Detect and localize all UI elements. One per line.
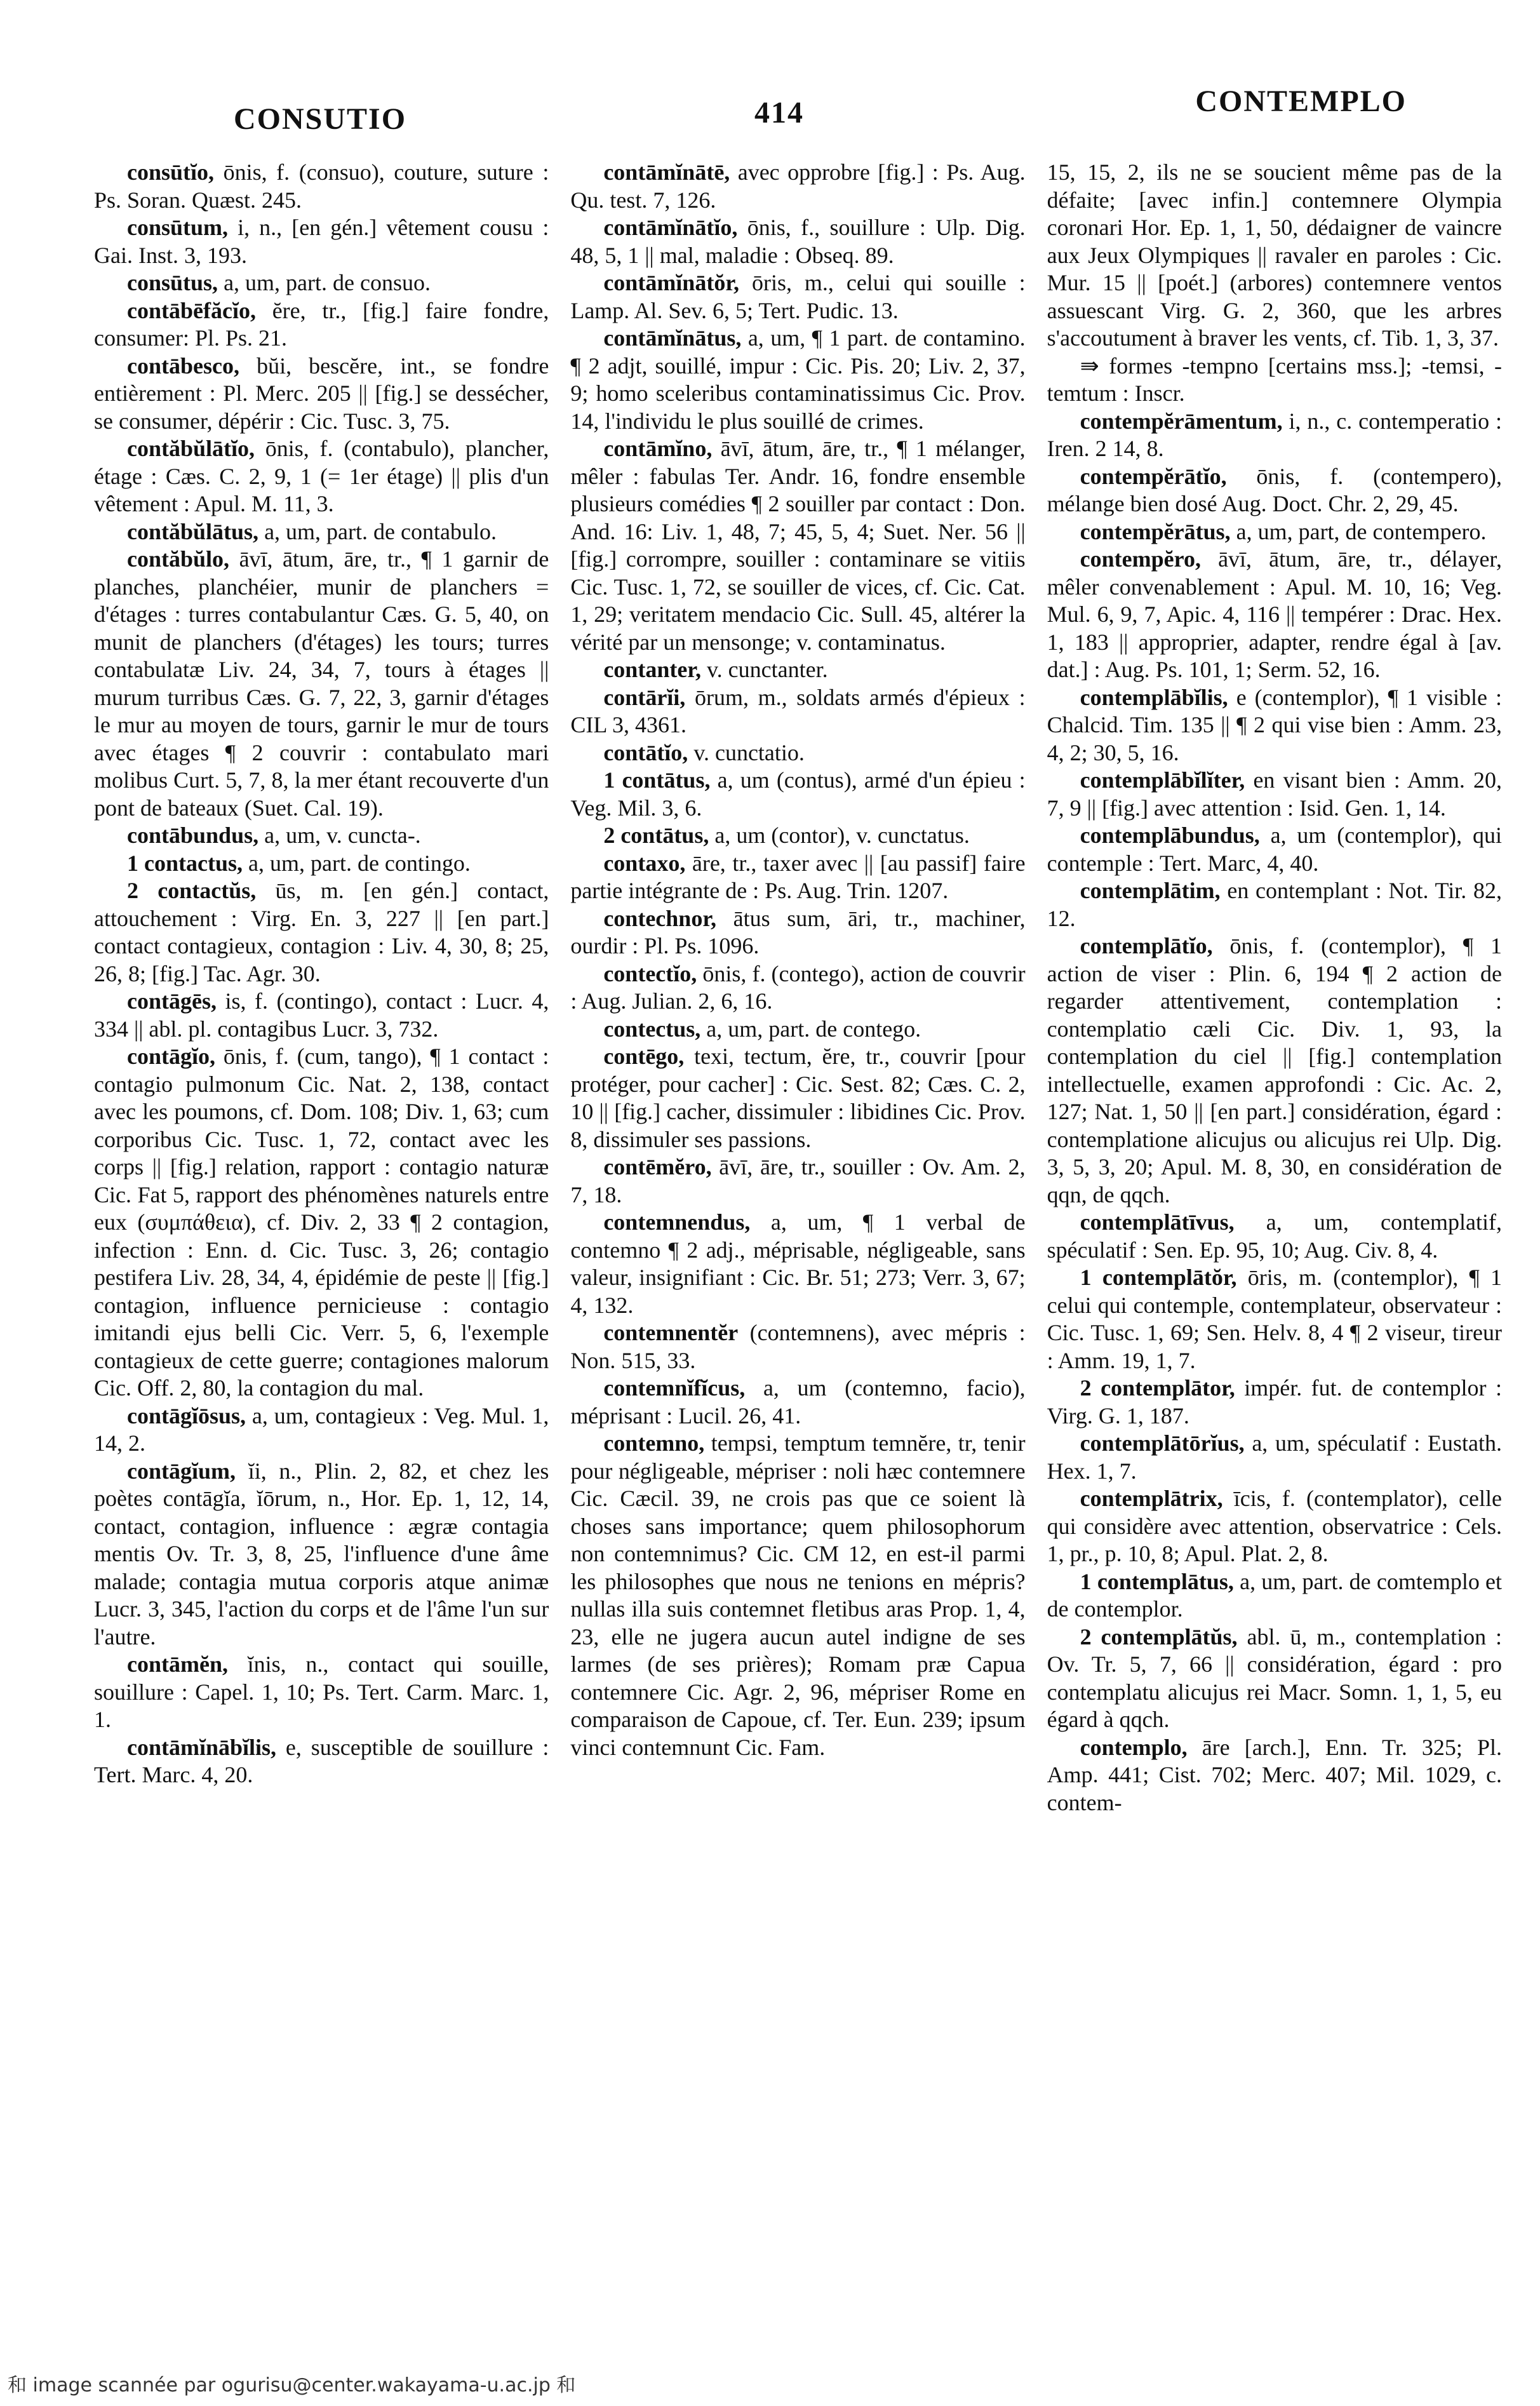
entry-text: avec opprobre [fig.] : Ps. Aug. Qu. test. 7, 126. (570, 159, 1026, 213)
entry-text: ĭi, n., Plin. 2, 82, et chez les poètes contāgĭa, ĭōrum, n., Hor. Ep. 1, 12, 14, contact, contagion, influence : ægræ contagia mentis Ov. Tr. 3, 8, 25, l'influence d'une âme malade; contagia mutua corporis atque animæ Lucr. 3, 345, l'action du corps et de l'âme l'un sur l'autre. (94, 1458, 549, 1650)
dictionary-entry (570, 960, 1025, 1016)
dictionary-entry (1047, 822, 1502, 877)
dictionary-entry (570, 684, 1025, 739)
entry-text: āvī, ātum, āre, tr., ¶ 1 garnir de planches, planchéier, munir de planchers = d'étages : turres contabulantur Cæs. G. 5, 40, on munit de planchers (d'étages) les tours; turres contabulatæ Liv. 24, 34, 7, tours à étages || murum turribus Cæs. G. 7, 22, 3, garnir d'étages le mur au moyen de tours, garnir le mur de tours avec étages ¶ 2 couvrir : contabulato mari molibus Curt. 5, 7, 8, la mer étant recouverte d'un pont de bateaux (Suet. Cal. 19). (94, 546, 549, 821)
dictionary-entry (570, 269, 1025, 325)
entry-text: impér. fut. de contemplor : Virg. G. 1, 187. (1047, 1375, 1502, 1428)
dictionary-entry (94, 822, 549, 850)
dictionary-entry (570, 1319, 1025, 1374)
entry-text: ōris, m., celui qui souille : Lamp. Al. Sev. 6, 5; Tert. Pudic. 13. (570, 270, 1026, 323)
entry-text: a, um, ¶ 1 part. de contamino. ¶ 2 adjt, souillé, impur : Cic. Pis. 20; Liv. 2, 37, 9; homo sceleribus contaminatissimus Cic. Prov. 14, l'individu le plus souillé de crimes. (570, 325, 1026, 434)
entry-text: āvī, ātum, āre, tr., ¶ 1 mélanger, mêler : fabulas Ter. Andr. 16, fondre ensemble plusieurs comédies ¶ 2 souiller par contact : Don. And. 16: Liv. 1, 48, 7; 45, 5, 4; Suet. Ner. 56 || [fig.] corrompre, souiller : contaminare se vitiis Cic. Tusc. 1, 72, se souiller de vices, cf. Cic. Cat. 1, 29; veritatem mendacio Cic. Sull. 45, altérer la vérité par un mensonge; v. contaminatus. (570, 436, 1026, 655)
dictionary-entry (570, 325, 1025, 435)
entry-headword: contanter, (603, 657, 701, 682)
dictionary-entry (1047, 159, 1502, 353)
text-columns (94, 159, 1502, 2382)
dictionary-entry (1047, 1485, 1502, 1568)
entry-text: ōnis, f. (contemplor), ¶ 1 action de viser : Plin. 6, 194 ¶ 2 action de regarder attentivement, contemplation : contemplatio cæli Cic. Div. 1, 93, la contemplation du ciel || [fig.] contemplation intellectuelle, examen approfondi : Cic. Ac. 2, 127; Nat. 1, 50 || [en part.] considération, égard : contemplatione alicujus ou alicujus rei Ulp. Dig. 3, 5, 3, 20; Apul. M. 8, 30, en considération de qqn, de qqch. (1047, 933, 1502, 1207)
entry-text: ōrum, m., soldats armés d'épieux : CIL 3, 4361. (570, 684, 1026, 737)
dictionary-entry (1047, 1568, 1502, 1623)
entry-text: is, f. (contingo), contact : Lucr. 4, 334 || abl. pl. contagibus Lucr. 3, 732. (94, 988, 549, 1042)
entry-headword: contempĕrāmentum, (1080, 408, 1283, 434)
entry-text: āre [arch.], Enn. Tr. 325; Pl. Amp. 441; Cist. 702; Merc. 407; Mil. 1029, c. contem- (1047, 1734, 1502, 1815)
entry-text: i, n., c. contemperatio : Iren. 2 14, 8. (1047, 408, 1502, 461)
entry-text: a, um, contagieux : Veg. Mul. 1, 14, 2. (94, 1402, 549, 1456)
entry-headword: contaxo, (603, 850, 686, 876)
entry-text: ūs, m. [en gén.] contact, attouchement : Virg. En. 3, 227 || [en part.] contact contagieux, contagion : Liv. 4, 30, 8; 25, 26, 8; [fig.] Tac. Agr. 30. (94, 878, 549, 986)
entry-headword: contāmĭnābĭlis, (127, 1734, 277, 1760)
entry-text: a, um, part. de consuo. (224, 270, 431, 295)
dictionary-entry (570, 905, 1025, 960)
entry-headword: contemplātĭo, (1080, 933, 1213, 958)
entry-text: a, um, spéculatif : Eustath. Hex. 1, 7. (1047, 1430, 1502, 1484)
entry-headword: 2 contemplātŭs, (1080, 1623, 1238, 1650)
dictionary-entry (94, 518, 549, 546)
dictionary-entry (570, 435, 1025, 656)
entry-headword: 1 contemplātŏr, (1080, 1265, 1237, 1290)
entry-headword: contechnor, (603, 905, 716, 931)
entry-text: a, um (contemno, facio), méprisant : Lucil. 26, 41. (570, 1375, 1026, 1428)
entry-headword: contāmĭnātē, (603, 159, 730, 185)
dictionary-entry (94, 877, 549, 988)
entry-text: a, um, part. de contabulo. (264, 518, 497, 544)
entry-text: a, um, contemplatif, spéculatif : Sen. Ep. 95, 10; Aug. Civ. 8, 4. (1047, 1209, 1502, 1263)
entry-headword: contemplo, (1080, 1734, 1188, 1760)
entry-headword: contāmĭnātĭo, (603, 215, 738, 240)
dictionary-entry (1047, 1209, 1502, 1264)
entry-headword: contemnĭfĭcus, (603, 1375, 746, 1401)
entry-headword: contempĕro, (1080, 546, 1201, 572)
entry-headword: contāgēs, (127, 988, 217, 1014)
entry-text: en visant bien : Amm. 20, 7, 9 || [fig.] avec attention : Isid. Gen. 1, 14. (1047, 767, 1502, 821)
entry-headword: contēmĕro, (603, 1154, 712, 1179)
entry-headword: contemplātīvus, (1080, 1209, 1235, 1235)
entry-headword: contemplātrix, (1080, 1486, 1223, 1511)
dictionary-entry (94, 435, 549, 518)
entry-headword: contempĕrātĭo, (1080, 463, 1227, 489)
dictionary-entry (570, 656, 1025, 684)
dictionary-entry (1047, 408, 1502, 463)
entry-text: a, um (contemplor), qui contemple : Tert. Marc, 4, 40. (1047, 823, 1502, 876)
entry-headword: 1 contemplātus, (1080, 1568, 1234, 1594)
dictionary-entry (1047, 877, 1502, 932)
dictionary-entry (1047, 353, 1502, 408)
entry-text: ĭnis, n., contact qui souille, souillure : Capel. 1, 10; Ps. Tert. Carm. Marc. 1, 1. (94, 1651, 549, 1732)
dictionary-entry (570, 1374, 1025, 1430)
entry-headword: consūtus, (127, 270, 218, 295)
entry-headword: contemnendus, (603, 1209, 751, 1235)
entry-text: a, um, v. cuncta-. (264, 823, 421, 848)
dictionary-entry (570, 1016, 1025, 1044)
entry-headword: contābēfăcĭo, (127, 297, 256, 323)
dictionary-entry (94, 988, 549, 1043)
dictionary-entry (1047, 1430, 1502, 1485)
dictionary-entry (1047, 518, 1502, 546)
dictionary-entry (94, 850, 549, 878)
entry-headword: contectus, (603, 1016, 701, 1042)
entry-headword: contāgĭo, (127, 1044, 215, 1069)
entry-headword: contempĕrātus, (1080, 518, 1231, 544)
entry-text: tempsi, temptum temnĕre, tr, tenir pour négligeable, mépriser : noli hæc contemnere Cic. Cæcil. 39, ne crois pas que ce soient là choses sans importance; quem philosophorum non contemnimus? Cic. CM 12, en est-il parmi les philosophes que nous ne tenions en mépris? nullas illa suis contemnet fletibus aras Prop. 1, 4, 23, elle ne jugera aucun autel indigne de ses larmes (de ses prières); Romam præ Capua contemnere Cic. Agr. 2, 96, mépriser Rome en comparaison de Capoue, cf. Ter. Eun. 239; ipsum vinci contemnunt Cic. Fam. (570, 1430, 1026, 1760)
column-1 (94, 159, 549, 2382)
entry-text: ōnis, f. (consuo), couture, suture : Ps. Soran. Quæst. 245. (94, 159, 549, 213)
column-3 (1047, 159, 1502, 2382)
scan-credit-footer: 和 image scannée par ogurisu@center.wakayama-u.ac.jp 和 (8, 2374, 576, 2396)
entry-headword: contăbŭlo, (127, 546, 230, 572)
entry-text: āvī, āre, tr., souiller : Ov. Am. 2, 7, 18. (570, 1154, 1026, 1207)
running-head-right: CONTEMPLO (1195, 84, 1407, 118)
entry-text: e (contemplor), ¶ 1 visible : Chalcid. Tim. 135 || ¶ 2 qui vise bien : Amm. 23, 4, 2; 30, 5, 16. (1047, 684, 1502, 765)
dictionary-entry (94, 1734, 549, 1789)
page-number: 414 (754, 96, 804, 130)
entry-headword: contātĭo, (603, 739, 688, 765)
entry-text: āvī, ātum, āre, tr., délayer, mêler convenablement : Apul. M. 10, 16; Veg. Mul. 6, 9, 7, Apic. 4, 116 || tempérer : Drac. Hex. 1, 183 || approprier, adapter, rendre égal à [av. dat.] : Aug. Ps. 101, 1; Serm. 52, 16. (1047, 546, 1502, 682)
dictionary-entry (1047, 1264, 1502, 1374)
dictionary-entry (94, 1402, 549, 1458)
dictionary-entry (94, 1651, 549, 1734)
entry-text: ōnis, f. (contego), action de couvrir : Aug. Julian. 2, 6, 16. (570, 960, 1026, 1014)
dictionary-entry (570, 1153, 1025, 1209)
running-head (94, 76, 1502, 159)
dictionary-entry (1047, 546, 1502, 684)
entry-text: ōnis, f. (cum, tango), ¶ 1 contact : contagio pulmonum Cic. Nat. 2, 138, contact avec les poumons, cf. Dom. 108; Div. 1, 63; cum corporibus Cic. Tusc. 1, 72, contact avec les corps || [fig.] relation, rapport : contagio naturæ Cic. Fat 5, rapport des phénomènes naturels entre eux (συμπάθεια), cf. Div. 2, 33 ¶ 2 contagion, infection : Enn. d. Cic. Tusc. 3, 26; contagio pestifera Liv. 28, 34, 4, épidémie de peste || [fig.] contagion, influence pernicieuse : contagio imitandi ejus belli Cic. Verr. 5, 6, l'exemple contagieux de cette guerre; contagiones malorum Cic. Off. 2, 80, la contagion du mal. (94, 1044, 549, 1401)
entry-headword: contāmĭno, (603, 436, 713, 461)
entry-headword: contāgĭōsus, (127, 1402, 246, 1428)
entry-headword: contārĭi, (603, 684, 686, 710)
dictionary-entry (570, 159, 1025, 214)
entry-headword: contāmĭnātus, (603, 325, 742, 351)
dictionary-entry (94, 159, 549, 214)
entry-text: ōnis, f. (contempero), mélange bien dosé Aug. Doct. Chr. 2, 29, 45. (1047, 463, 1502, 516)
entry-headword: contābesco, (127, 353, 239, 379)
entry-headword: contēgo, (603, 1044, 685, 1069)
dictionary-entry (570, 739, 1025, 767)
dictionary-entry (570, 767, 1025, 822)
dictionary-entry (94, 353, 549, 436)
entry-text: ātus sum, āri, tr., machiner, ourdir : Pl. Ps. 1096. (570, 905, 1026, 958)
dictionary-entry (1047, 463, 1502, 518)
dictionary-entry (94, 214, 549, 269)
entry-text: v. cunctanter. (706, 657, 828, 682)
entry-headword: contemplābundus, (1080, 823, 1260, 848)
entry-text: ōnis, f., souillure : Ulp. Dig. 48, 5, 1 || mal, maladie : Obseq. 89. (570, 215, 1026, 268)
entry-headword: contemplābĭlĭter, (1080, 767, 1245, 793)
entry-text: en contemplant : Not. Tir. 82, 12. (1047, 878, 1502, 931)
entry-text: v. cunctatio. (693, 739, 805, 765)
entry-text: a, um, part. de comtemplo et de contemplor. (1047, 1568, 1502, 1622)
entry-headword: contemplātim, (1080, 878, 1221, 903)
entry-text: (contemnens), avec mépris : Non. 515, 33. (570, 1320, 1026, 1373)
entry-headword: contāmĭnātŏr, (603, 270, 739, 295)
entry-text: abl. ū, m., contemplation : Ov. Tr. 5, 7, 66 || considération, égard : pro contemplatu alicujus rei Macr. Somn. 1, 1, 5, eu égard à qqch. (1047, 1623, 1502, 1732)
column-2 (570, 159, 1025, 2382)
entry-headword: 2 contemplātor, (1080, 1375, 1235, 1401)
entry-text: a, um, part. de contingo. (248, 850, 471, 876)
dictionary-entry (1047, 1623, 1502, 1734)
entry-text: a, um, part, de contempero. (1236, 518, 1487, 544)
dictionary-entry (94, 1043, 549, 1402)
entry-text: ⇛ formes -tempno [certains mss.]; -temsi, -temtum : Inscr. (1047, 353, 1502, 406)
entry-headword: 1 contātus, (603, 767, 711, 793)
dictionary-entry (94, 1458, 549, 1651)
dictionary-entry (94, 546, 549, 822)
dictionary-entry (1047, 767, 1502, 822)
entry-headword: contăbŭlātus, (127, 518, 259, 544)
dictionary-entry (94, 269, 549, 297)
entry-headword: 2 contātus, (603, 823, 709, 848)
entry-headword: contăbŭlātĭo, (127, 436, 255, 461)
entry-headword: 1 contactus, (127, 850, 243, 876)
dictionary-entry (570, 214, 1025, 269)
entry-text: āre, tr., taxer avec || [au passif] faire partie intégrante de : Ps. Aug. Trin. 1207. (570, 850, 1026, 903)
dictionary-entry (570, 1430, 1025, 1761)
entry-text: īcis, f. (contemplator), celle qui considère avec attention, observatrice : Cels. 1, pr., p. 10, 8; Apul. Plat. 2, 8. (1047, 1486, 1502, 1566)
dictionary-entry (570, 1043, 1025, 1153)
entry-headword: contāmĕn, (127, 1651, 228, 1677)
entry-headword: consūtĭo, (127, 159, 215, 185)
entry-text: i, n., [en gén.] vêtement cousu : Gai. Inst. 3, 193. (94, 215, 549, 268)
entry-headword: contemplātōrĭus, (1080, 1430, 1245, 1456)
entry-text: 15, 15, 2, ils ne se soucient même pas de la défaite; [avec infin.] contemnere Olympia coronari Hor. Ep. 1, 1, 50, dédaigner de vaincre aux Jeux Olympiques || ravaler en paroles : Cic. Mur. 15 || [poét.] (arbores) contemnere ventos assuescant Virg. G. 2, 360, que les arbres s'accoutument à braver les vents, cf. Tib. 1, 3, 37. (1047, 159, 1502, 351)
entry-headword: consūtum, (127, 215, 229, 240)
dictionary-entry (1047, 932, 1502, 1209)
entry-text: bŭi, bescĕre, int., se fondre entièrement : Pl. Merc. 205 || [fig.] se dessécher, se consumer, dépérir : Cic. Tusc. 3, 75. (94, 353, 549, 434)
entry-text: texi, tectum, ĕre, tr., couvrir [pour protéger, pour cacher] : Cic. Sest. 82; Cæs. C. 2, 10 || [fig.] cacher, dissimuler : libidines Cic. Prov. 8, dissimuler ses passions. (570, 1044, 1026, 1152)
entry-headword: contemnentĕr (603, 1320, 739, 1345)
dictionary-entry (570, 850, 1025, 905)
entry-text: e, susceptible de souillure : Tert. Marc. 4, 20. (94, 1734, 549, 1787)
entry-headword: contābundus, (127, 823, 259, 848)
dictionary-entry (570, 822, 1025, 850)
entry-text: ōris, m. (contemplor), ¶ 1 celui qui contemple, contemplateur, observateur : Cic. Tusc. 1, 69; Sen. Helv. 8, 4 ¶ 2 viseur, tireur : Amm. 19, 1, 7. (1047, 1265, 1502, 1373)
entry-headword: contemplābĭlis, (1080, 684, 1228, 710)
running-head-left: CONSUTIO (234, 102, 407, 136)
entry-text: ōnis, f. (contabulo), plancher, étage : Cæs. C. 2, 9, 1 (= 1er étage) || plis d'un vêtement : Apul. M. 11, 3. (94, 436, 549, 516)
dictionary-entry (1047, 684, 1502, 767)
entry-text: a, um, ¶ 1 verbal de contemno ¶ 2 adj., méprisable, négligeable, sans valeur, insignifiant : Cic. Br. 51; 273; Verr. 3, 67; 4, 132. (570, 1209, 1026, 1318)
dictionary-entry (1047, 1734, 1502, 1817)
entry-headword: 2 contactŭs, (127, 878, 257, 903)
entry-headword: contāgĭum, (127, 1458, 236, 1484)
dictionary-entry (570, 1209, 1025, 1319)
entry-text: a, um (contor), v. cunctatus. (714, 823, 970, 848)
dictionary-entry (94, 297, 549, 353)
entry-text: ĕre, tr., [fig.] faire fondre, consumer: Pl. Ps. 21. (94, 297, 549, 351)
entry-headword: contemno, (603, 1430, 705, 1456)
entry-text: a, um, part. de contego. (706, 1016, 921, 1042)
entry-text: a, um (contus), armé d'un épieu : Veg. Mil. 3, 6. (570, 767, 1026, 821)
entry-headword: contectĭo, (603, 960, 697, 986)
dictionary-entry (1047, 1374, 1502, 1430)
